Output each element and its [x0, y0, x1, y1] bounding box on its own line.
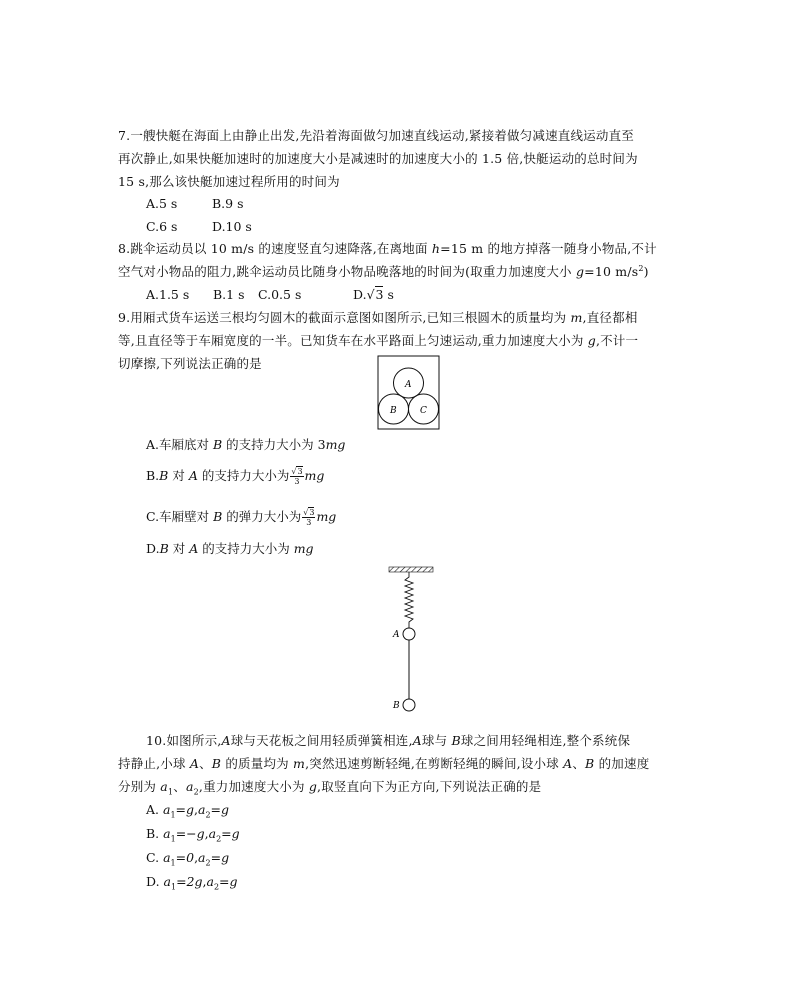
label-c: C: [420, 406, 427, 416]
q8-line-2: 空气对小物品的阻力,跳伞运动员比随身小物品晚落地的时间为(取重力加速度大小 g=10 $m/s^2$): [118, 263, 649, 279]
q8-option-b: B.1 s: [213, 287, 245, 302]
q10-option-c: C. $a_1=0,a_2=g$: [146, 850, 230, 868]
label-b: B: [390, 406, 397, 416]
q7-option-b: B.9 s: [212, 196, 244, 211]
q9-line-2: 等,且直径等于车厢宽度的一半。已知货车在水平路面上匀速运动,重力加速度大小为 g,不计一: [118, 333, 639, 348]
q9-option-c: C.车厢壁对 B 的弹力大小为 $\frac{√3}{3}$ mg: [146, 508, 337, 527]
label-a: A: [405, 380, 412, 390]
ball-b: [403, 699, 415, 711]
label-b: B: [393, 701, 400, 711]
q7-option-d: D.10 s: [212, 219, 252, 234]
q9-figure-logs-in-truck: [375, 353, 445, 433]
q10-line-2: 持静止,小球 A、B 的质量均为 m,突然迅速剪断轻绳,在剪断轻绳的瞬间,设小球 A、B 的加速度: [118, 756, 650, 771]
q10-option-d: D. $a_1=2g,a_2=g$: [146, 874, 238, 892]
q10-line-3: 分别为 $a_1$、$a_2$,重力加速度大小为 g,取竖直向下为正方向,下列说法正确的是: [118, 779, 542, 797]
label-a: A: [393, 630, 400, 640]
q8-option-c: C.0.5 s: [258, 287, 302, 302]
q7-line-1: 7.一艘快艇在海面上由静止出发,先沿着海面做匀加速直线运动,紧接着做匀减速直线运动直至: [118, 128, 634, 143]
q8-option-d: D.√3 s: [353, 287, 394, 302]
q7-option-a: A.5 s: [146, 196, 178, 211]
ball-a: [403, 628, 415, 640]
q9-option-b: B.B 对 A 的支持力大小为 $\frac{√3}{3}$ mg: [146, 467, 325, 486]
ceiling: [389, 567, 433, 572]
q7-option-c: C.6 s: [146, 219, 178, 234]
q9-option-a: A.车厢底对 B 的支持力大小为 3mg: [146, 437, 346, 452]
q10-option-b: B. $a_1=-g,a_2=g$: [146, 826, 240, 844]
spring: [405, 572, 413, 628]
q8-option-a: A.1.5 s: [146, 287, 190, 302]
q7-line-3: 15 s,那么该快艇加速过程所用的时间为: [118, 174, 340, 189]
q9-line-1: 9.用厢式货车运送三根均匀圆木的截面示意图如图所示,已知三根圆木的质量均为 m,直径都相: [118, 310, 638, 325]
truck-compartment: [378, 356, 439, 429]
q8-line-1: 8.跳伞运动员以 10 m/s 的速度竖直匀速降落,在离地面 h=15 m 的地方掉落一随身小物品,不计: [118, 241, 657, 256]
q10-option-a: A. $a_1=g,a_2=g$: [146, 802, 230, 820]
q10-line-1: 10.如图所示,A球与天花板之间用轻质弹簧相连,A球与 B球之间用轻绳相连,整个系统保: [146, 733, 631, 748]
q7-line-2: 再次静止,如果快艇加速时的加速度大小是减速时的加速度大小的 1.5 倍,快艇运动的总时间为: [118, 151, 638, 166]
q10-figure-spring-balls: [384, 565, 440, 717]
q9-line-3: 切摩擦,下列说法正确的是: [118, 356, 262, 371]
q9-option-d: D.B 对 A 的支持力大小为 mg: [146, 541, 314, 556]
